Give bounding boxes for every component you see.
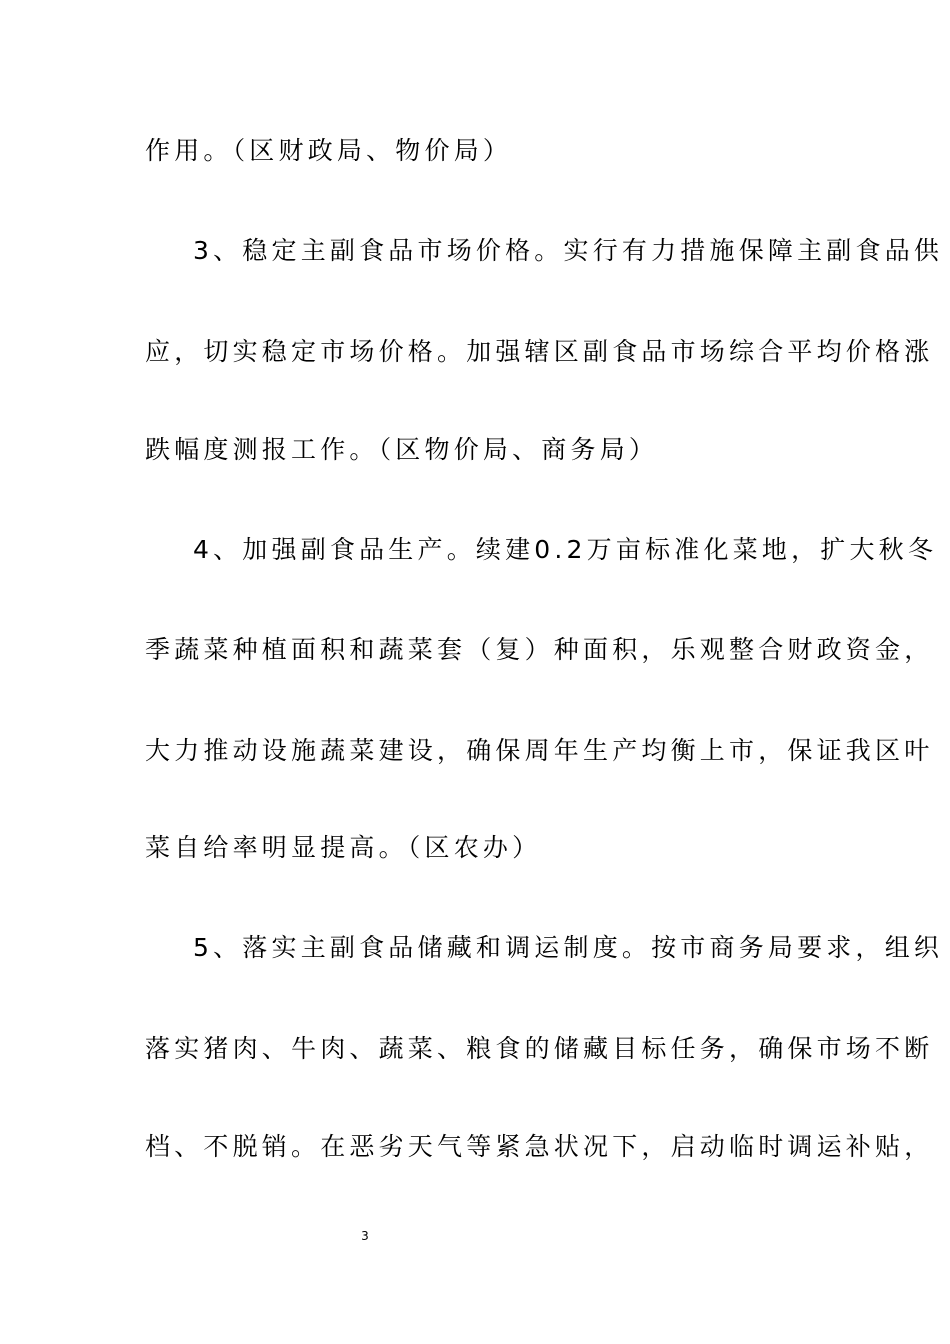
paragraph-start-line: 5、落实主副食品储藏和调运制度。按市商务局要求，组织 <box>193 933 944 962</box>
text-line: 跌幅度测报工作。（区物价局、商务局） <box>145 435 659 464</box>
text-line: 档、不脱销。在恶劣天气等紧急状况下，启动临时调运补贴， <box>145 1132 934 1161</box>
text-line: 菜自给率明显提高。（区农办） <box>145 833 542 862</box>
text-line: 季蔬菜种植面积和蔬菜套（复）种面积，乐观整合财政资金， <box>145 635 934 664</box>
text-line: 大力推动设施蔬菜建设，确保周年生产均衡上市，保证我区叶 <box>145 736 934 765</box>
paragraph-start-line: 4、加强副食品生产。续建0.2万亩标准化菜地，扩大秋冬 <box>193 535 938 564</box>
paragraph-start-line: 3、稳定主副食品市场价格。实行有力措施保障主副食品供 <box>193 236 944 265</box>
text-line: 落实猪肉、牛肉、蔬菜、粮食的储藏目标任务，确保市场不断 <box>145 1034 934 1063</box>
text-line: 作用。（区财政局、物价局） <box>145 136 513 165</box>
text-line: 应，切实稳定市场价格。加强辖区副食品市场综合平均价格涨 <box>145 337 934 366</box>
page-number: 3 <box>361 1229 369 1243</box>
